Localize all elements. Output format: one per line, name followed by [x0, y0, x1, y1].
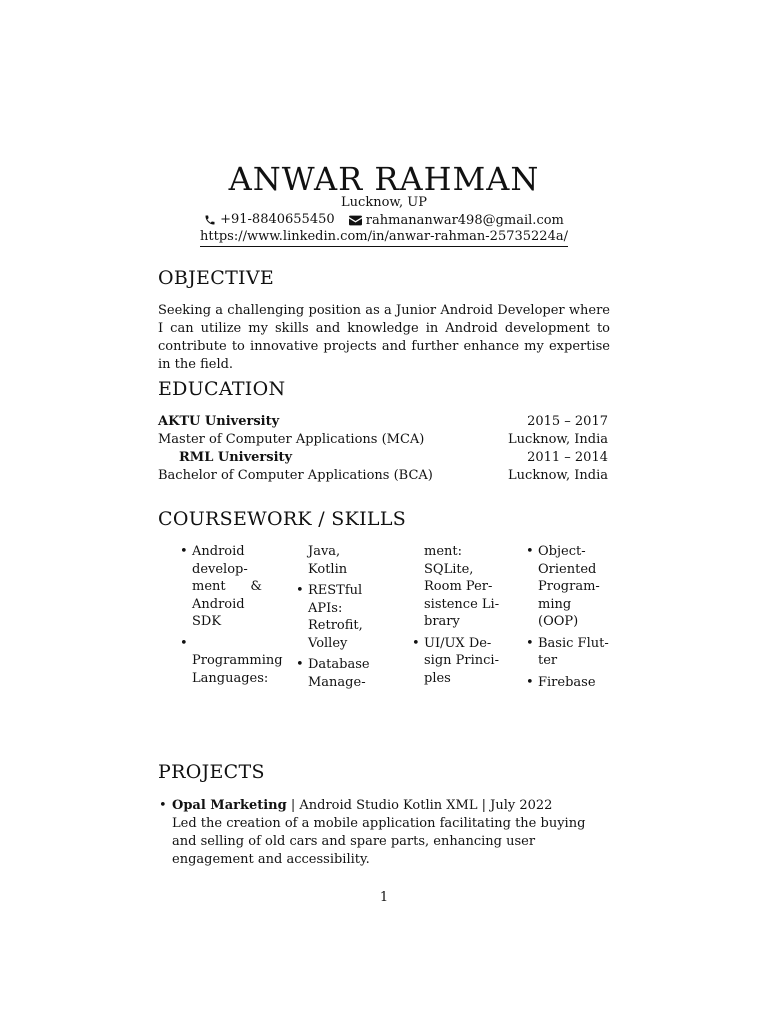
skill-item: • UI/UX De- sign Princi- ples [410, 635, 510, 688]
objective-text: Seeking a challenging position as a Junior Android Developer where I can utilize my skills and knowledge in Android development to contribute to innovative projects and further enhance my expertise in the field. [158, 303, 610, 372]
candidate-location: Lucknow, UP [341, 195, 427, 210]
skills-grid [158, 543, 610, 713]
skill-item: • Basic Flut- ter [524, 635, 614, 670]
degree-name: Bachelor of Computer Applications (BCA) [158, 468, 433, 483]
education-place: Lucknow, India [508, 468, 608, 483]
education-row [158, 468, 608, 483]
skill-item: • RESTful APIs: Retrofit, Volley [294, 582, 394, 652]
degree-name: Master of Computer Applications (MCA) [158, 432, 425, 447]
skill-item: • Android develop- ment & Android SDK [178, 543, 282, 631]
education-dates: 2015 – 2017 [527, 414, 608, 429]
project-meta: | Android Studio Kotlin XML | July 2022 [286, 798, 553, 813]
skill-item-continued: ment: SQLite, Room Per- sistence Li- brary [424, 544, 500, 629]
project-description: Led the creation of a mobile application facilitating the buying and selling of old cars and spare parts, enhancing user engagement and accessibility. [172, 816, 586, 867]
phone-icon [204, 214, 216, 226]
project-title-line [158, 797, 610, 815]
linkedin-link-row [0, 229, 768, 244]
skill-item: • Object- Oriented Program- ming (OOP) [524, 543, 614, 631]
phone-number: +91-8840655450 [220, 212, 335, 227]
education-dates: 2011 – 2014 [527, 450, 608, 465]
education-heading: EDUCATION [158, 378, 286, 400]
projects-heading: PROJECTS [158, 761, 265, 783]
education-row [158, 432, 608, 447]
skill-item-continued: Java, Kotlin [308, 544, 348, 577]
education-place: Lucknow, India [508, 432, 608, 447]
education-row [158, 414, 608, 429]
skills-column [524, 543, 614, 695]
skill-item: • Programming Languages: [178, 635, 282, 688]
candidate-name: ANWAR RAHMAN [228, 160, 540, 198]
school-name: AKTU University [158, 414, 280, 429]
email-contact[interactable] [349, 213, 564, 228]
school-name: RML University [179, 450, 293, 465]
education-row [158, 450, 608, 465]
envelope-icon [349, 215, 362, 226]
linkedin-link[interactable]: https://www.linkedin.com/in/anwar-rahman-25735224a/ [200, 229, 568, 247]
skills-column [294, 543, 394, 695]
skill-item: • Firebase [524, 674, 614, 692]
phone-contact[interactable] [204, 212, 335, 227]
objective-heading: OBJECTIVE [158, 267, 275, 289]
skills-heading: COURSEWORK / SKILLS [158, 508, 407, 530]
skills-column [178, 543, 282, 691]
project-title: Opal Marketing [172, 798, 287, 813]
project-item [158, 797, 610, 869]
email-address: rahmananwar498@gmail.com [365, 212, 564, 228]
page-number: 1 [379, 890, 389, 905]
contact-line [0, 212, 768, 230]
skills-column [410, 543, 510, 691]
skill-item: • Database Manage- [294, 656, 394, 691]
